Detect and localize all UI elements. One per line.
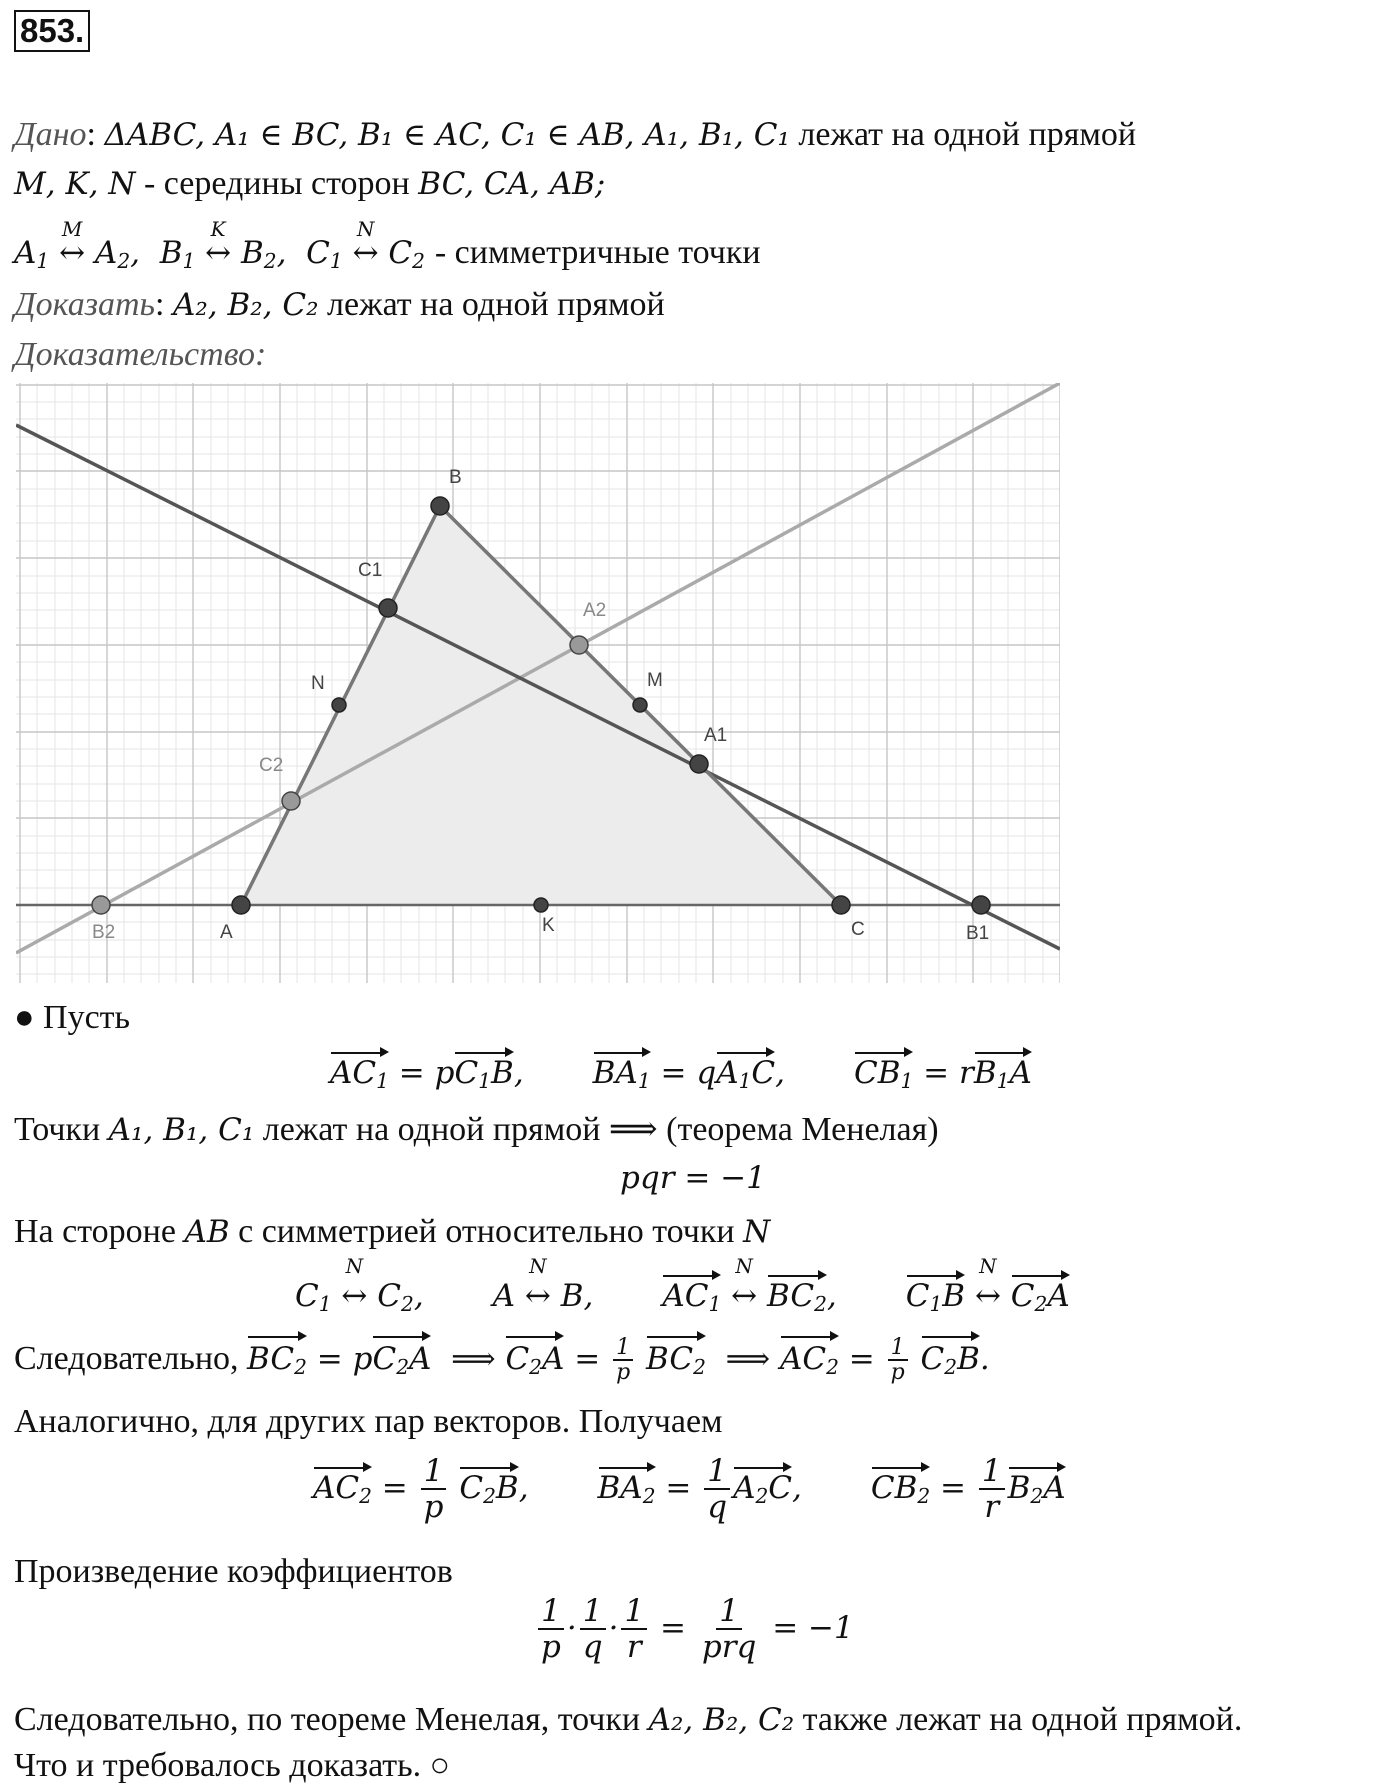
given-math-2b: BC, CA, AB; (418, 166, 606, 202)
prove-math: A₂, B₂, C₂ (172, 287, 319, 323)
point-c (832, 896, 850, 914)
menelaus-math: A₁, B₁, C₁ (108, 1112, 255, 1148)
label-b: B (449, 467, 462, 488)
label-k: K (542, 915, 555, 936)
menelaus-pre: Точки (14, 1111, 101, 1148)
therefore-formula: $BC_2 = pC_2A$ ⟹ $C_2A$ = $\frac{1}{p}$ $BC_2$ ⟹ $AC_2$ = $\frac{1}{p}$ $C_2B$. (247, 1341, 990, 1377)
label-m: M (647, 670, 663, 691)
point-b2 (92, 896, 110, 914)
point-n (332, 698, 346, 712)
label-c1: C1 (358, 560, 383, 581)
label-c2: C2 (259, 755, 284, 776)
conclusion-line (14, 1700, 1242, 1740)
proof-label: Доказательство: (14, 336, 267, 373)
given-text-2: - середины сторон (143, 165, 410, 202)
qed-line: Что и требовалось доказать. ○ (14, 1747, 451, 1784)
label-a1: A1 (704, 725, 728, 746)
point-k (534, 898, 548, 912)
label-n: N (311, 673, 325, 694)
given-line-3 (14, 217, 761, 281)
vector-result-formula: $AC_2$ = $\frac{1}{p}$ $C_2B$, $BA_2$ = $\frac{1}{q}$ $A_2C$, $CB_2$ = $\frac{1}{r}$ $B_2A$ (313, 1453, 1066, 1525)
point-a2 (570, 636, 588, 654)
point-c1 (379, 599, 397, 617)
triangle-abc-fill (241, 506, 841, 905)
given-math-1: ΔABC, A₁ ∈ BC, B₁ ∈ AC, C₁ ∈ AB, A₁, B₁, C₁ (104, 117, 790, 153)
prove-line: Доказать: A₂, B₂, C₂ лежат на одной прямой (14, 286, 665, 323)
side-ab-line (14, 1212, 770, 1252)
label-a2: A2 (583, 600, 607, 621)
label-b2: B2 (92, 922, 116, 943)
product-formula: $\frac{1}{p}$ · $\frac{1}{q}$ · $\frac{1}{r}$ = $\frac{1}{\text{prq}}$ = −1 (535, 1595, 854, 1664)
given-text-1: лежат на одной прямой (798, 116, 1137, 153)
label-b1: B1 (966, 923, 990, 944)
given-line-2 (14, 164, 605, 204)
point-a (232, 896, 250, 914)
symmetry-formula: $A_1$ ↔ M $A_2$, $B_1$ ↔ K $B_2$, $C_1$ ↔ N $C_2$ (14, 217, 425, 274)
therefore-text: Следовательно, (14, 1340, 239, 1378)
product-line: Произведение коэффициентов (14, 1553, 453, 1590)
label-a: A (220, 922, 233, 943)
given-text-3: - симметричные точки (434, 234, 761, 271)
problem-number: 853. (14, 10, 90, 52)
point-a1 (690, 755, 708, 773)
therefore-line (14, 1336, 990, 1387)
label-c: C (851, 919, 865, 940)
analog-line: Аналогично, для других пар векторов. Получаем (14, 1403, 723, 1440)
side-ab-math: AB (184, 1214, 230, 1250)
point-m (633, 698, 647, 712)
menelaus-post: лежат на одной прямой ⟹ (теорема Менелая) (262, 1111, 939, 1148)
point-c2 (282, 792, 300, 810)
given-math-2: M, K, N (14, 166, 136, 202)
side-ab-point: N (743, 1214, 771, 1250)
symmetry-n-formula: $C_1$ ↔ N $C_2$, A ↔ N B, $AC_1$ ↔ N $BC_2$, $C_1B$ ↔ N $C_2A$ (295, 1254, 1070, 1317)
side-ab-post: с симметрией относительно точки (238, 1213, 735, 1250)
pqr-equation: pqr = −1 (620, 1160, 766, 1196)
conclusion-post: также лежат на одной прямой. (802, 1701, 1243, 1738)
side-ab-pre: На стороне (14, 1213, 176, 1250)
point-b (431, 497, 449, 515)
prove-label: Доказать (14, 286, 155, 323)
menelaus-line (14, 1110, 939, 1150)
given-label: Дано (14, 116, 87, 153)
conclusion-math: A₂, B₂, C₂ (648, 1702, 795, 1738)
point-b1 (972, 896, 990, 914)
prove-text: лежат на одной прямой (327, 286, 665, 323)
vector-def-formula: $AC_1 = pC_1B$, $BA_1 = qA_1C$, $CB_1 = rB_1A$ (330, 1055, 1032, 1094)
conclusion-pre: Следовательно, по теореме Менелая, точки (14, 1701, 641, 1738)
geometry-figure (16, 383, 1060, 983)
let-line: ● Пусть (14, 999, 131, 1036)
given-line-1: Дано: ΔABC, A₁ ∈ BC, B₁ ∈ AC, C₁ ∈ AB, A₁, B₁, C₁ лежат на одной прямой (14, 116, 1137, 153)
